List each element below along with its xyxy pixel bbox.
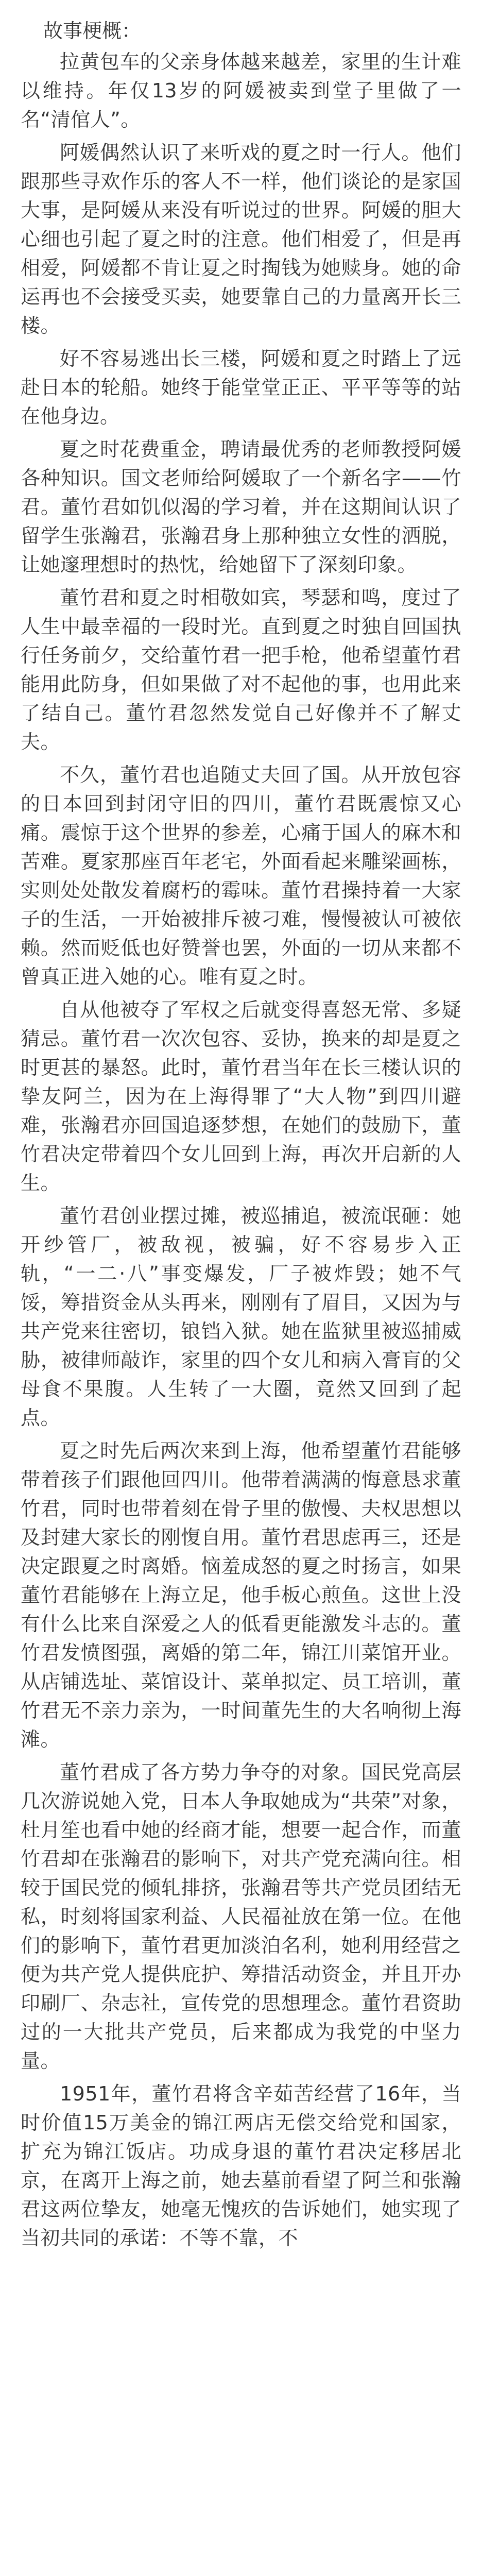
paragraph-5: 董竹君和夏之时相敬如宾，琴瑟和鸣，度过了人生中最幸福的一段时光。直到夏之时独自回国执行任务前夕，交给董竹君一把手枪，他希望董竹君能用此防身，但如果做了对不起他的事，也用此来了结自己。董竹君忽然发觉自己好像并不了解丈夫。: [21, 586, 461, 753]
paragraph-2: 阿媛偶然认识了来听戏的夏之时一行人。他们跟那些寻欢作乐的客人不一样，他们谈论的是家国大事，是阿媛从来没有听说过的世界。阿媛的胆大心细也引起了夏之时的注意。他们相爱了，但是再相爱，阿媛都不肯让夏之时掏钱为她赎身。她的命运再也不会接受买卖，她要靠自己的力量离开长三楼。: [21, 141, 461, 337]
paragraph-8: 董竹君创业摆过摊，被巡捕追，被流氓砸：她开纱管厂，被敌视，被骗，好不容易步入正轨，“一二·八”事变爆发，厂子被炸毁；她不气馁，筹措资金从头再来，刚刚有了眉目，又因为与共产党来往密切，锒铛入狱。她在监狱里被巡捕威胁，被律师敲诈，家里的四个女儿和病入膏肓的父母食不果腹。人生转了一大圈，竟然又回到了起点。: [21, 1205, 461, 1429]
paragraph-7: 自从他被夺了军权之后就变得喜怒无常、多疑猜忌。董竹君一次次包容、妥协，换来的却是夏之时更甚的暴怒。此时，董竹君当年在长三楼认识的挚友阿兰，因为在上海得罪了“大人物”到四川避难，张瀚君亦回国追逐梦想，在她们的鼓励下，董竹君决定带着四个女儿回到上海，再次开启新的人生。: [21, 998, 461, 1194]
paragraph-9: 夏之时先后两次来到上海，他希望董竹君能够带着孩子们跟他回四川。他带着满满的悔意恳求董竹君，同时也带着刻在骨子里的傲慢、夫权思想以及封建大家长的刚愎自用。董竹君思虑再三，还是决定跟夏之时离婚。恼羞成怒的夏之时扬言，如果董竹君能够在上海立足，他手板心煎鱼。这世上没有什么比来自深爱之人的低看更能激发斗志的。董竹君发愤图强，离婚的第二年，锦江川菜馆开业。从店铺选址、菜馆设计、菜单拟定、员工培训，董竹君无不亲力亲为，一时间董先生的大名响彻上海滩。: [21, 1439, 461, 1751]
paragraph-6: 不久，董竹君也追随丈夫回了国。从开放包容的日本回到封闭守旧的四川，董竹君既震惊又心痛。震惊于这个世界的参差，心痛于国人的麻木和苦难。夏家那座百年老宅，外面看起来雕梁画栋，实则处处散发着腐朽的霉味。董竹君操持着一大家子的生活，一开始被排斥被刁难，慢慢被认可被依赖。然而贬低也好赞誉也罢，外面的一切从来都不曾真正进入她的心。唯有夏之时。: [21, 764, 461, 988]
synopsis-heading: 故事梗概：: [43, 20, 142, 42]
paragraph-10: 董竹君成了各方势力争夺的对象。国民党高层几次游说她入党，日本人争取她成为“共荣”对象，杜月笙也看中她的经商才能，想要一起合作，而董竹君却在张瀚君的影响下，对共产党充满向往。相较于国民党的倾轧排挤，张瀚君等共产党员团结无私，时刻将国家利益、人民福祉放在第一位。在他们的影响下，董竹君更加淡泊名利，她利用经营之便为共产党人提供庇护、筹措活动资金，并且开办印刷厂、杂志社，宣传党的思想理念。董竹君资助过的一大批共产党员，后来都成为我党的中坚力量。: [21, 1761, 461, 2072]
paragraph-4: 夏之时花费重金，聘请最优秀的老师教授阿媛各种知识。国文老师给阿媛取了一个新名字——竹君。董竹君如饥似渴的学习着，并在这期间认识了留学生张瀚君，张瀚君身上那种独立女性的洒脱，让她邃理想时的热忱，给她留下了深刻印象。: [21, 438, 461, 576]
paragraph-3: 好不容易逃出长三楼，阿媛和夏之时踏上了远赴日本的轮船。她终于能堂堂正正、平平等等的站在他身边。: [21, 347, 461, 428]
paragraph-1: 拉黄包车的父亲身体越来越差，家里的生计难以维持。年仅13岁的阿媛被卖到堂子里做了一名“清倌人”。: [21, 50, 461, 131]
paragraph-11: 1951年，董竹君将含辛茹苦经营了16年，当时价值15万美金的锦江两店无偿交给党和国家，扩充为锦江饭店。功成身退的董竹君决定移居北京，在离开上海之前，她去墓前看望了阿兰和张瀚君这两位挚友，她毫无愧疚的告诉她们，她实现了当初共同的承诺：不等不靠，不: [21, 2082, 461, 2249]
